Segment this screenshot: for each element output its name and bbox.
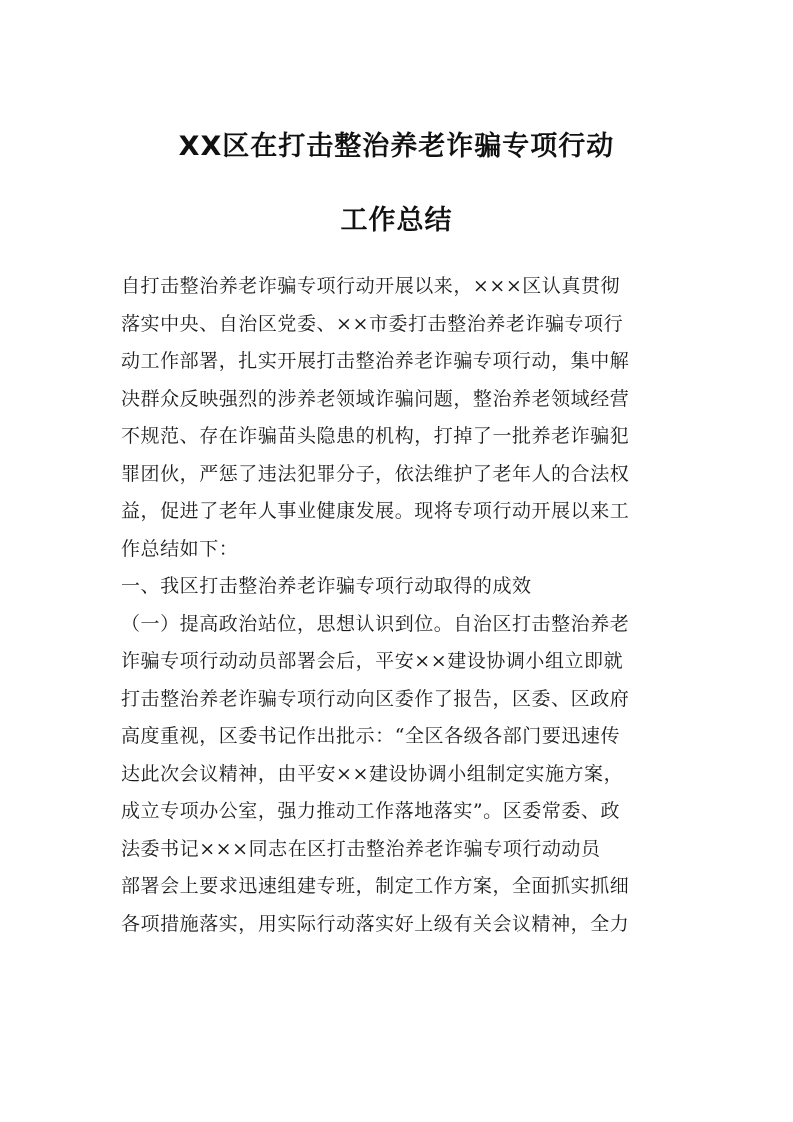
body-line: 法委书记×××同志在区打击整治养老诈骗专项行动动员 bbox=[121, 837, 601, 860]
body-line: 成立专项办公室，强力推动工作落地落实”。区委常委、政 bbox=[121, 800, 621, 822]
body-line: 动工作部署，扎实开展打击整治养老诈骗专项行动，集中解 bbox=[121, 350, 630, 372]
document-title-line-1: XX区在打击整治养老诈骗专项行动 bbox=[178, 131, 615, 162]
body-line: 不规范、存在诈骗苗头隐患的机构，打掉了一批养老诈骗犯 bbox=[121, 425, 630, 447]
body-line: 高度重视，区委书记作出批示：“全区各级各部门要迅速传 bbox=[121, 725, 621, 747]
document-title-line-2: 工作总结 bbox=[340, 205, 453, 236]
body-line: 达此次会议精神，由平安××建设协调小组制定实施方案， bbox=[121, 762, 624, 785]
body-line: 决群众反映强烈的涉养老领域诈骗问题，整治养老领域经营 bbox=[121, 387, 630, 410]
body-line: 各项措施落实，用实际行动落实好上级有关会议精神，全力 bbox=[121, 912, 630, 935]
body-line: （一）提高政治站位，思想认识到位。自治区打击整治养老 bbox=[121, 612, 630, 635]
body-line: 落实中央、自治区党委、××市委打击整治养老诈骗专项行 bbox=[121, 312, 624, 335]
section-heading: 一、我区打击整治养老诈骗专项行动取得的成效 bbox=[121, 575, 532, 597]
body-line: 作总结如下： bbox=[121, 537, 239, 560]
body-line: 自打击整治养老诈骗专项行动开展以来，×××区认真贯彻 bbox=[121, 275, 621, 297]
body-line: 打击整治养老诈骗专项行动向区委作了报告，区委、区政府 bbox=[121, 687, 630, 710]
body-line: 部署会上要求迅速组建专班，制定工作方案，全面抓实抓细 bbox=[121, 875, 630, 897]
body-line: 益，促进了老年人事业健康发展。现将专项行动开展以来工 bbox=[121, 500, 630, 522]
body-line: 罪团伙，严惩了违法犯罪分子，依法维护了老年人的合法权 bbox=[121, 462, 630, 485]
body-line: 诈骗专项行动动员部署会后，平安××建设协调小组立即就 bbox=[121, 650, 624, 672]
document-body bbox=[121, 268, 677, 943]
